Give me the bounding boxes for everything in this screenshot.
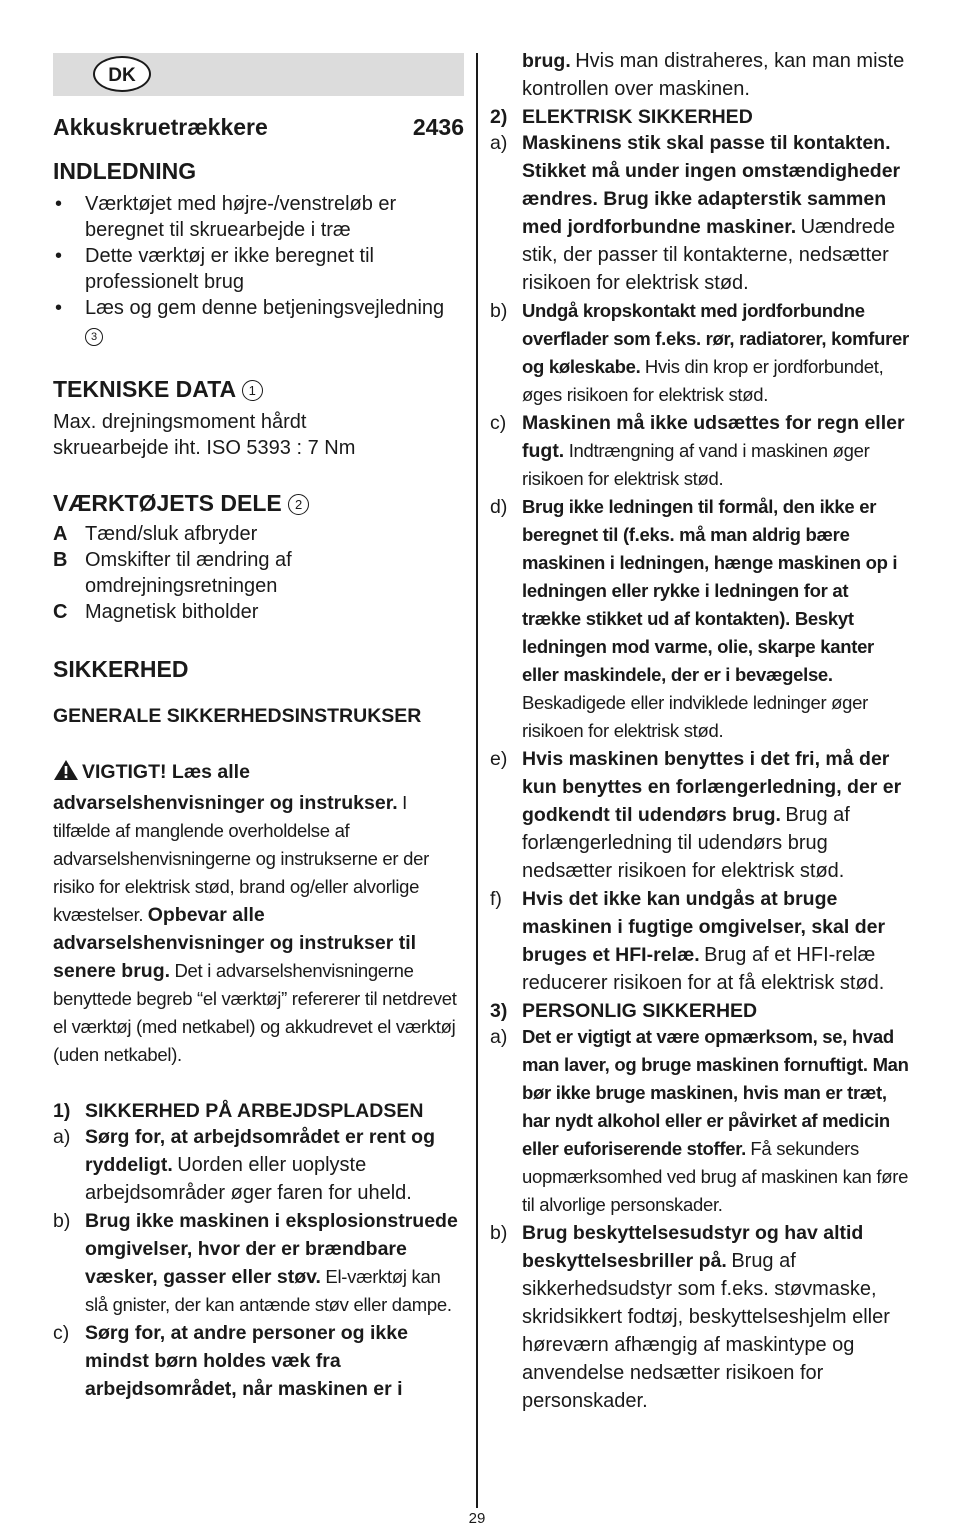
list-item: b) Brug beskyttelsesudstyr og hav altid beskyttelsesbriller på. Brug af sikkerhedsudstyr som f.eks. støvmaske, skridsikkert fodtøj, beskyttelseshjelm eller høreværn afhængig af maskintype og anvendelse nedsætter risikoen for personskader. <box>490 1222 890 1412</box>
section-title: 2) ELEKTRISK SIKKERHED <box>490 106 753 128</box>
left-column <box>53 53 464 1404</box>
list-item: a) Det er vigtigt at være opmærksom, se, hvad man laver, og bruge maskinen fornuftigt. Man bør ikke bruge maskinen, hvis man er træt, har nydt alkohol eller er påvirket af medicin eller euforiserende stoffer. Få sekunders uopmærksomhed ved brug af maskinen kan føre til alvorlige personskader. <box>490 1026 909 1215</box>
list-item: b) Undgå kropskontakt med jordforbundne overflader som f.eks. rør, radiatorer, komfurer og køleskabe. Hvis din krop er jordforbundet, øges risikoen for elektrisk stød. <box>490 300 909 405</box>
tech-heading: TEKNISKE DATA 1 <box>53 375 464 403</box>
section-title: 3) PERSONLIG SIKKERHED <box>490 1000 758 1022</box>
model-number: 2436 <box>412 114 464 140</box>
product-title-row <box>53 114 464 141</box>
intro-list <box>53 191 464 347</box>
list-item: a) Maskinens stik skal passe til kontakten. Stikket må under ingen omstændigheder ændres. Brug ikke adapterstik sammen med jordforbundne maskiner. Uændrede stik, der passer til kontakterne, nedsætter risikoen for elektrisk stød. <box>490 132 901 294</box>
list-item: c) Maskinen må ikke udsættes for regn eller fugt. Indtrængning af vand i maskinen øger risikoen for elektrisk stød. <box>490 412 905 489</box>
list-item: d) Brug ikke ledningen til formål, den ikke er beregnet til (f.eks. må man aldrig bære maskinen i ledningen, hænge maskinen op i ledningen eller rykke i ledningen for at trække stikket ud af kontakten). Beskyt ledningen mod varme, olie, skarpe kanter eller maskindele, der er i bevægelse. Beskadigede eller indviklede ledninger øger risikoen for elektrisk stød. <box>490 496 898 741</box>
list-item: c) Sørg for, at andre personer og ikke mindst børn holdes væk fra arbejdsområdet, når maskinen er i <box>53 1322 408 1400</box>
list-item: B Omskifter til ændring af omdrejningsretningen <box>53 549 292 597</box>
figure-ref-badge: 3 <box>85 328 103 346</box>
warning-triangle-icon <box>53 759 79 790</box>
section-electrical <box>490 104 910 998</box>
page-number: 29 <box>468 1510 486 1527</box>
list-item: A Tænd/sluk afbryder <box>53 523 258 545</box>
language-badge: DK <box>93 56 151 92</box>
safety-subheading: GENERALE SIKKERHEDSINSTRUKSER <box>53 705 422 727</box>
column-divider <box>476 53 478 1508</box>
list-item: C Magnetisk bitholder <box>53 601 259 623</box>
language-bar <box>53 53 464 96</box>
product-name: Akkuskruetrækkere <box>53 114 268 140</box>
figure-ref-badge: 2 <box>288 494 309 515</box>
list-item: a) Sørg for, at arbejdsområdet er rent og ryddeligt. Uorden eller uoplyste arbejdsområder øger faren for uheld. <box>53 1126 435 1204</box>
figure-ref-badge: 1 <box>242 380 263 401</box>
section-workplace <box>53 1098 464 1404</box>
list-item-continued: brug. Hvis man distraheres, kan man miste kontrollen over maskinen. <box>522 50 905 100</box>
tech-text: Max. drejningsmoment hårdt skruearbejde iht. ISO 5393 : 7 Nm <box>53 411 356 459</box>
right-column <box>490 48 910 1416</box>
general-warning: VIGTIGT! Læs alle advarselshenvisninger og instrukser. I tilfælde af manglende overholdelse af advarselshenvisningerne og instrukserne er der risiko for elektrisk stød, brand og/eller alvorlige kvæstelser. Opbevar alle advarselshenvisninger og instrukser til senere brug. Det i advarselshenvisningerne benyttede begreb “el værktøj” refererer til netdrevet el værktøj (med netkabel) og akkudrevet el værktøj (uden netkabel). <box>53 761 457 1065</box>
intro-heading: INDLEDNING <box>53 158 197 184</box>
list-item: e) Hvis maskinen benyttes i det fri, må der kun benyttes en forlængerledning, der er godkendt til udendørs brug. Brug af forlængerledning til udendørs brug nedsætter risikoen for elektrisk stød. <box>490 748 902 882</box>
section-title: 1) SIKKERHED PÅ ARBEJDSPLADSEN <box>53 1100 424 1122</box>
list-item: f) Hvis det ikke kan undgås at bruge maskinen i fugtige omgivelser, skal der bruges et HFI-relæ. Brug af et HFI-relæ reducerer risikoen for at få elektrisk stød. <box>490 888 886 994</box>
section-personal <box>490 998 910 1416</box>
parts-list <box>53 521 464 625</box>
list-item: • Læs og gem denne betjeningsvejledning 3 <box>53 295 464 347</box>
safety-heading: SIKKERHED <box>53 656 189 682</box>
list-item: • Værktøjet med højre-/venstreløb er beregnet til skruearbejde i træ <box>55 193 397 241</box>
list-item: • Dette værktøj er ikke beregnet til professionelt brug <box>55 245 374 293</box>
parts-heading: VÆRKTØJETS DELE 2 <box>53 489 464 517</box>
list-item: b) Brug ikke maskinen i eksplosionstruede omgivelser, hvor der er brændbare væsker, gasser eller støv. El-værktøj kan slå gnister, der kan antænde støv eller dampe. <box>53 1210 458 1315</box>
